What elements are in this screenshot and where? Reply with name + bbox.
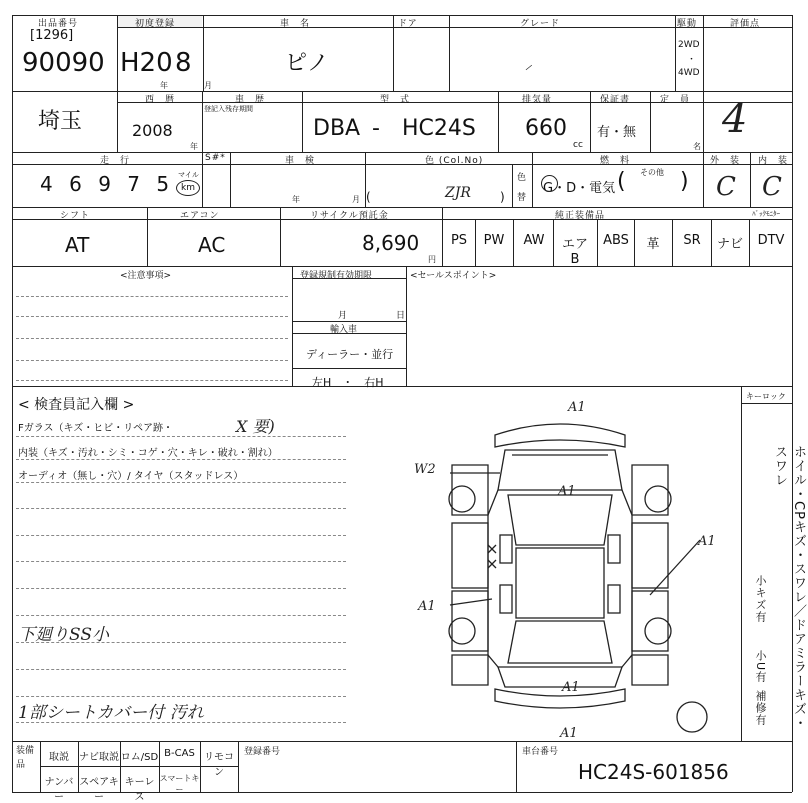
color-code: ZJR [445,185,471,201]
fuel-other: その他 [640,168,664,177]
rule [406,266,407,386]
door-label: ドア [398,19,418,29]
model-dash: - [372,116,380,141]
paren-close: ) [500,190,505,204]
rule [675,15,676,92]
inspector-note-2: 1部シートカバー付 汚れ [18,703,204,723]
car-name-label: 車 名 [280,19,311,29]
aircon-label: エアコン [180,211,220,221]
right-rear-fender [632,655,668,685]
chassis-number: HC24S-601856 [578,760,729,784]
first-reg-label: 初度登録 [135,19,176,29]
mark-a1: A1 [568,400,586,415]
footer-equip-label: 装備品 [16,746,35,770]
rule [202,91,203,152]
mileage-digit: 4 [40,172,55,196]
rule [117,102,792,103]
import-label: 輸入車 [330,325,358,335]
footer-spare-key: スペアキー [79,777,119,803]
dash-line [16,561,346,562]
chassis-label: 車台番号 [522,747,559,757]
capacity-unit: 名 [693,142,701,151]
year-label: 西 暦 [145,95,176,105]
rule [553,219,554,266]
km-unit: km [176,180,200,196]
recycle-label: リサイクル預託金 [310,211,389,221]
rule [393,15,394,92]
rule [711,219,712,266]
reg-no-label: 登録番号 [244,747,281,757]
mileage-digit: 9 [98,172,113,196]
trunk [498,667,622,687]
rule [597,219,598,266]
dash-line [16,360,288,361]
mileage-label: 走 行 [100,156,131,166]
rule [741,403,792,404]
car-diagram [400,395,740,740]
side-note-2: 小U有 [754,650,767,684]
paren-open: ( [366,190,371,204]
drive-2wd: 2WD [678,40,700,50]
rule [12,741,792,742]
inspector-note-1: 下廻りSS小 [18,625,109,645]
rule [12,15,13,792]
wheel-fr [645,486,671,512]
caution-label: <注意事項> [120,271,172,281]
rule [532,152,533,207]
rule [703,15,704,152]
mark-a1: A1 [562,680,580,695]
warranty-value: 有・無 [597,125,637,140]
capacity-label: 定 員 [660,95,691,105]
rule [634,219,635,266]
right-front-fender [632,465,668,515]
exterior-grade: C [716,172,736,202]
rule [147,207,148,266]
interior-grade: C [762,172,782,202]
expiry-day: 日 [396,311,406,321]
first-reg-era: H20 [120,48,173,78]
equip-aw: AW [523,233,545,248]
inspector-title: < 検査員記入欄 > [18,397,135,413]
lot-label: 出品番号 [38,19,79,29]
wheel-rl [449,618,475,644]
dash-line [16,615,346,616]
reg-expiry-label: 登録規制有効期限 [300,271,373,281]
month-unit: 月 [204,81,212,90]
equip-abs: ABS [603,233,629,248]
side-text: ホイル・CPキズ・スワレ／ドアミラーキズ・スワレ [772,445,806,730]
rule [202,152,203,207]
shift-label: シフト [60,211,91,221]
eval-score: 4 [722,96,748,142]
rule [749,219,750,266]
equip-leather: 革 [646,237,660,252]
rule [750,152,751,207]
car-name: ピノ [285,51,329,76]
grade-label: グレード [520,19,561,29]
fuel-value: G・D・電気 [543,181,616,196]
rule [512,164,513,207]
dash-line [16,696,346,697]
handle: 左H ・ 右H [312,376,384,389]
dealer: ディーラー・並行 [306,348,394,361]
mileage-digit: 5 [156,172,172,196]
rule [12,386,792,387]
year-unit-2: 年 [190,142,198,151]
key-lock-label: キーロック [746,392,786,401]
cc-unit: cc [573,140,583,150]
fuel-label: 燃 料 [600,156,631,166]
rule [498,91,499,152]
equip-pw: PW [483,233,505,248]
mark-a1: A1 [558,484,576,499]
wheel-rr [645,618,671,644]
drive-label: 駆動 [677,19,698,29]
rule [475,219,476,266]
mark-a1: A1 [418,599,436,614]
mark-a1: A1 [698,534,716,549]
rule [703,152,704,207]
equip-airbag: エアB [561,237,588,267]
rule [513,219,514,266]
rule [672,219,673,266]
footer-manual: 取説 [49,752,69,763]
dash-line [16,436,346,437]
dash-line [16,669,346,670]
mileage [40,172,171,196]
fuel-circle [541,175,558,192]
inspector-line3: オーディオ（無し・穴）/ タイヤ（スタッドレス） [18,471,244,482]
sales-label: <セールスポイント> [410,271,497,281]
equip-ps: PS [450,233,468,248]
equipment-extra: ﾊﾞｯｸﾓﾆﾀｰ [752,210,780,218]
footer-keyless: キーレス [124,777,155,803]
model-label: 型 式 [380,95,411,105]
rule [117,15,118,152]
displacement: 660 [525,116,567,141]
equip-navi: ナビ [716,237,743,252]
rule [449,15,450,92]
expiry-month: 月 [338,311,348,321]
footer-rom-sd: ロム/SD [120,752,159,763]
footer-bcas: B-CAS [164,748,195,759]
right-front-door [632,523,668,588]
rule [442,219,792,220]
dash-line [16,482,346,483]
exterior-label: 外 装 [710,156,741,166]
dash-line [16,508,346,509]
windshield [508,495,612,545]
history-sub: 登記入残存期間 [204,105,253,113]
rule [238,741,239,792]
mark-w2: W2 [414,462,436,477]
mileage-digit: 6 [69,172,84,196]
mileage-digit: 7 [127,172,143,196]
year-unit: 年 [160,81,168,90]
footer-number: ナンバー [44,777,74,803]
dash-line [16,535,346,536]
drive-dot: ・ [687,55,697,65]
first-reg-month: 8 [175,48,192,78]
equip-sr: SR [683,233,701,248]
eval-label: 評価点 [730,19,761,29]
warranty-label: 保証書 [600,95,631,105]
front-bumper [495,424,625,447]
dash-line [16,380,288,381]
inspector-line2: 内装（キズ・汚れ・シミ・コゲ・穴・キレ・破れ・割れ） [18,448,278,459]
rule [12,266,792,267]
model-code: HC24S [402,116,476,141]
footer-smart-key: スマートキー [159,774,200,794]
history-label: 車 歴 [235,95,266,105]
interior-label: 内 装 [758,156,789,166]
dash-line [16,296,288,297]
wheel-fl [449,486,475,512]
rule [741,386,742,741]
rule [12,207,792,208]
side-note-1: 小キズ有 [754,575,767,623]
rule [302,91,303,152]
footer-navi-manual: ナビ取説 [79,752,119,763]
dash-line [16,459,346,460]
aircon: AC [198,233,226,257]
rear-window [508,621,612,663]
rule [650,91,651,152]
year: 2008 [132,121,173,140]
rule [280,207,281,266]
lot-small: [1296] [30,28,74,43]
yen-unit: 円 [428,255,436,264]
recycle-amount: 8,690 [362,231,420,255]
rule [230,152,231,207]
grade-scribble: ⸝ [525,57,532,73]
dash-line [16,316,288,317]
roof [516,548,604,618]
rule [516,741,517,792]
footer-remote: リモコン [204,752,234,778]
shaken-label: 車 検 [285,156,316,166]
shaken-year: 年 [292,195,300,204]
lot-number: 90090 [22,48,105,78]
shift: AT [65,233,90,257]
model-prefix: DBA [313,116,361,141]
dash-line [16,338,288,339]
rule [590,91,591,152]
dash-line [16,588,346,589]
equip-dtv: DTV [757,233,785,248]
equipment-label: 純正装備品 [555,211,606,221]
color-change-label: 色替 [517,173,527,203]
shaken-month: 月 [352,195,360,204]
rear-bumper [495,689,625,708]
region: 埼玉 [38,109,83,134]
spare-wheel [677,702,707,732]
mile-unit: マイル [178,171,199,179]
inspector-line1: Fガラス（キズ・ヒビ・リペア跡・ [18,423,174,434]
rule [292,368,406,369]
left-rear-fender [452,655,488,685]
color-label: 色 (Col.No) [425,156,484,166]
displacement-label: 排気量 [522,95,553,105]
left-front-door [452,523,488,588]
paren-open-fuel: ( [617,169,626,194]
inspector-line1-hand: X 要) [236,417,275,436]
paren-close-fuel: ) [680,169,689,194]
drive-4wd: 4WD [678,68,700,78]
meter-label: S#* [205,153,226,163]
mark-a1: A1 [560,726,578,741]
side-note-3: 補修有 [754,690,767,726]
